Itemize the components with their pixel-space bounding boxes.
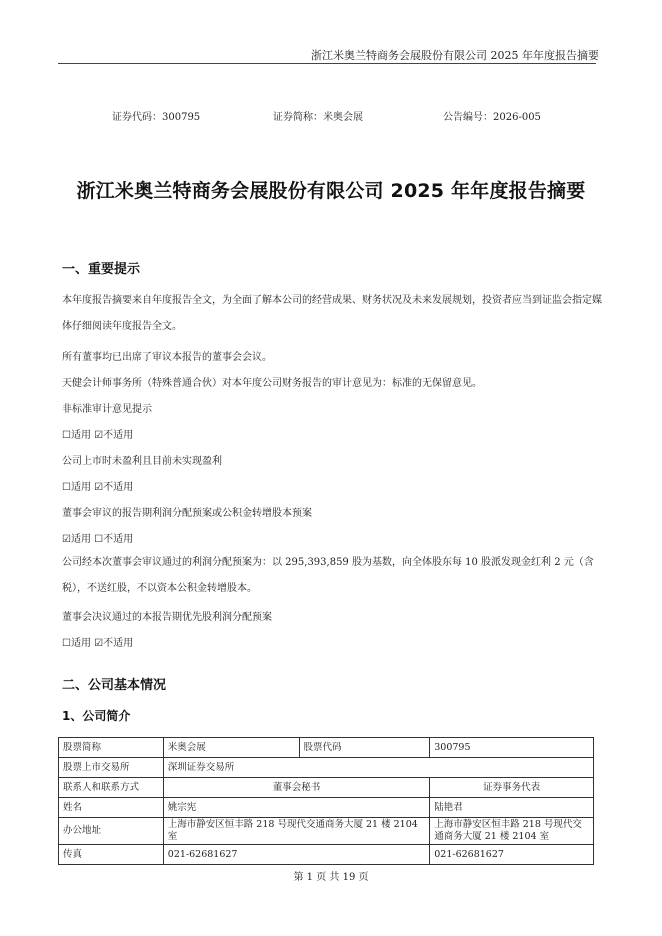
table-cell: 米奥会展 xyxy=(163,738,299,758)
item1-label: 非标准审计意见提示 xyxy=(62,404,152,415)
table-cell: 021-62681627 xyxy=(430,845,594,865)
section1-para2: 所有董事均已出席了审议本报告的董事会会议。 xyxy=(62,352,272,363)
item1-choice: ☐适用 ☑不适用 xyxy=(62,430,134,441)
table-cell: 姓名 xyxy=(59,798,164,818)
table-cell: 证券事务代表 xyxy=(430,778,594,798)
company-profile-table xyxy=(58,737,594,865)
table-cell: 股票代码 xyxy=(299,738,430,758)
table-row xyxy=(59,778,594,798)
table-cell: 股票简称 xyxy=(59,738,164,758)
page-number: 第 1 页 共 19 页 xyxy=(293,872,369,883)
section1-heading: 一、重要提示 xyxy=(62,262,141,277)
item4-label: 董事会决议通过的本报告期优先股利润分配预案 xyxy=(62,612,272,623)
notice-number: 公告编号：2026-005 xyxy=(443,112,541,123)
item4-choice: ☐适用 ☑不适用 xyxy=(62,638,134,649)
table-cell: 联系人和联系方式 xyxy=(59,778,164,798)
item2-choice: ☐适用 ☑不适用 xyxy=(62,482,134,493)
table-cell: 上海市静安区恒丰路 218 号现代交通商务大厦 21 楼 2104 室 xyxy=(430,818,594,845)
table-row xyxy=(59,738,594,758)
section2-heading: 二、公司基本情况 xyxy=(62,678,167,693)
table-cell: 300795 xyxy=(430,738,594,758)
running-header: 浙江米奥兰特商务会展股份有限公司 2025 年年度报告摘要 xyxy=(311,49,599,62)
section1-para3: 天健会计师事务所（特殊普通合伙）对本年度公司财务报告的审计意见为：标准的无保留意见。 xyxy=(62,378,482,389)
table-row xyxy=(59,798,594,818)
table-row xyxy=(59,818,594,845)
table-row xyxy=(59,845,594,865)
item2-label: 公司上市时未盈利且目前未实现盈利 xyxy=(62,456,222,467)
section2-sub1: 1、公司简介 xyxy=(62,709,131,723)
stock-code: 证券代码：300795 xyxy=(112,112,201,123)
header-divider xyxy=(58,63,596,64)
item3-detail: 公司经本次董事会审议通过的利润分配预案为：以 295,393,859 股为基数，向全体股东每 10 股派发现金红利 2 元（含税），不送红股，不以资本公积金转增股本。 xyxy=(62,557,594,594)
table-cell: 董事会秘书 xyxy=(163,778,429,798)
document-title: 浙江米奥兰特商务会展股份有限公司 2025 年年度报告摘要 xyxy=(76,180,586,202)
table-cell: 姚宗宪 xyxy=(163,798,429,818)
item3-choice: ☑适用 ☐不适用 xyxy=(62,534,134,545)
table-cell: 办公地址 xyxy=(59,818,164,845)
table-row xyxy=(59,758,594,778)
section1-para1: 本年度报告摘要来自年度报告全文，为全面了解本公司的经营成果、财务状况及未来发展规划，投资者应当到证监会指定媒体仔细阅读年度报告全文。 xyxy=(62,295,602,332)
table-cell: 深圳证券交易所 xyxy=(163,758,593,778)
table-cell: 021-62681627 xyxy=(163,845,429,865)
table-cell: 上海市静安区恒丰路 218 号现代交通商务大厦 21 楼 2104 室 xyxy=(163,818,429,845)
item3-label: 董事会审议的报告期利润分配预案或公积金转增股本预案 xyxy=(62,508,312,519)
table-cell: 传真 xyxy=(59,845,164,865)
table-cell: 陆艳君 xyxy=(430,798,594,818)
stock-abbr: 证券简称：米奥会展 xyxy=(273,112,363,123)
table-cell: 股票上市交易所 xyxy=(59,758,164,778)
